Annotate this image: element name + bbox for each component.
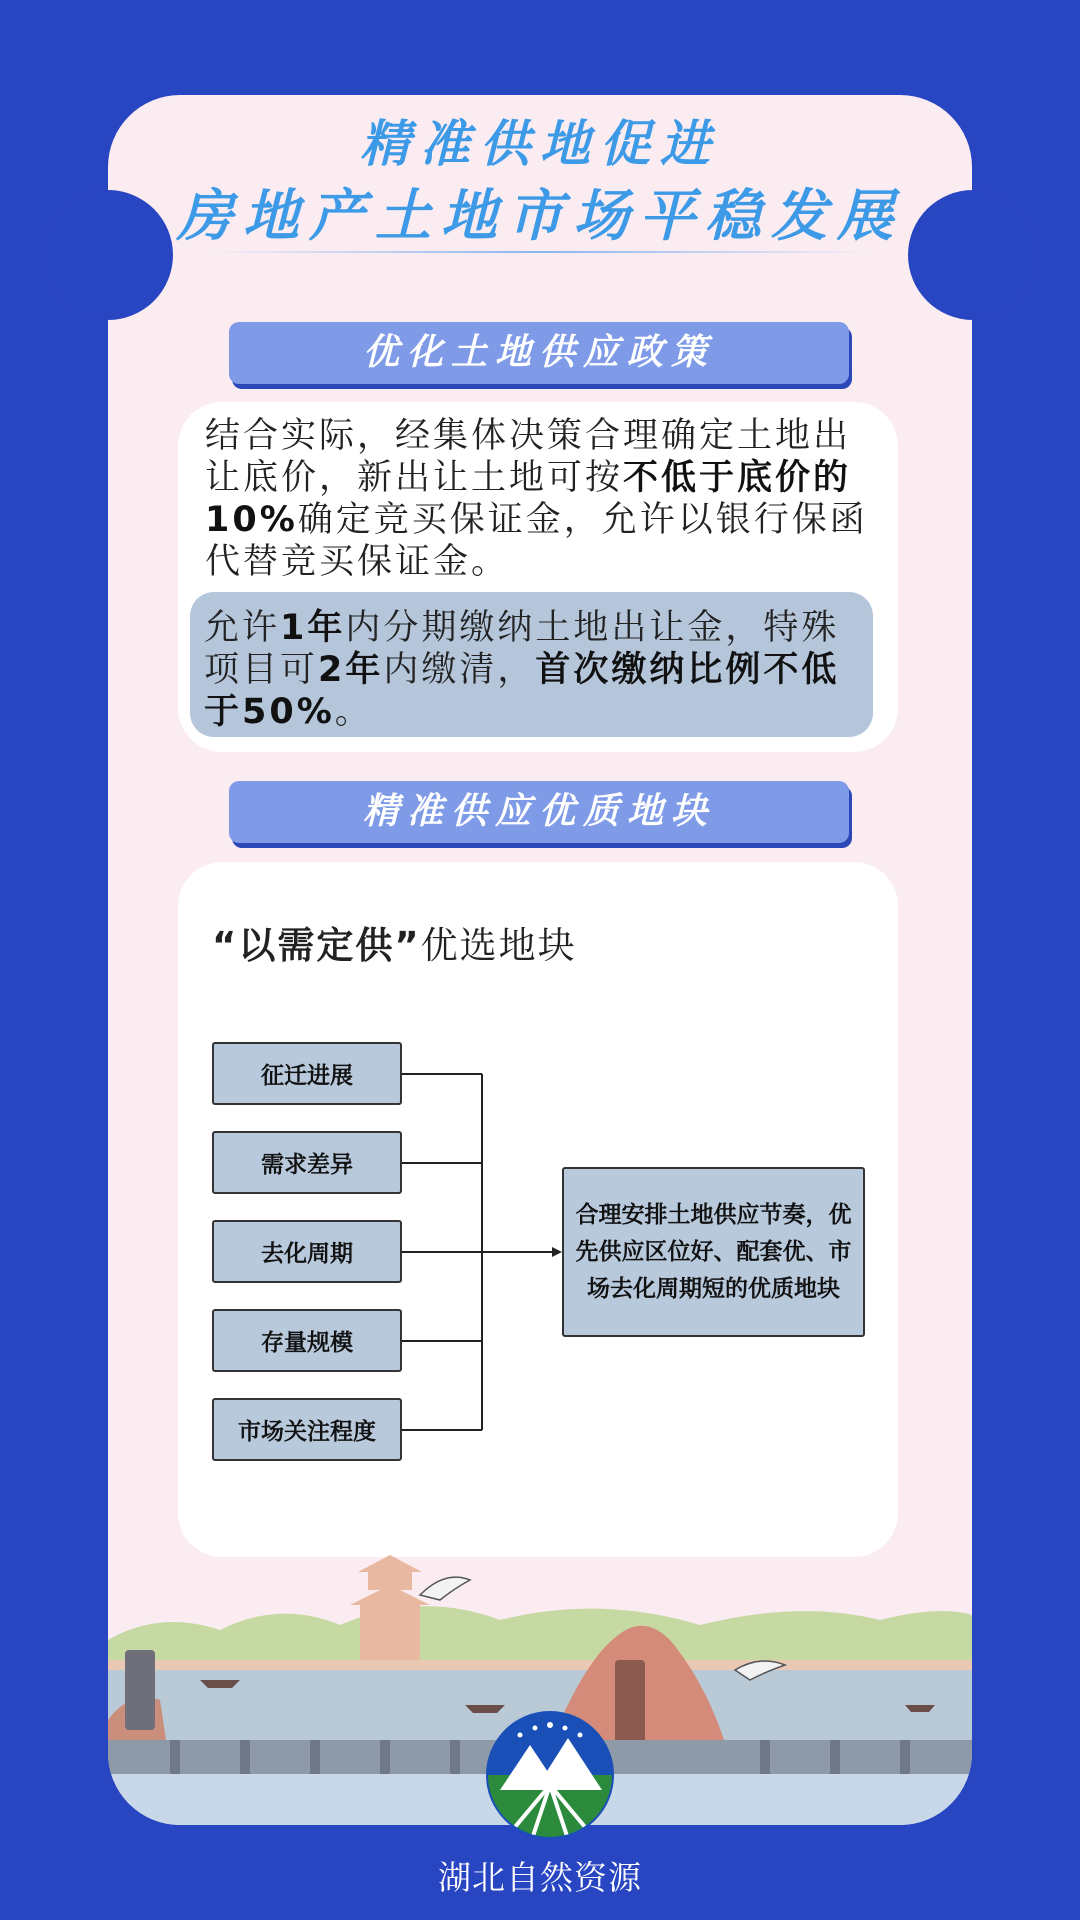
page-title-line2: 房地产土地市场平稳发展 [177, 184, 903, 249]
factor-box: 存量规模 [212, 1309, 402, 1372]
factor-box: 征迁进展 [212, 1042, 402, 1105]
supply-subheading: “以需定供”优选地块 [212, 924, 577, 967]
org-name: 湖北自然资源 [438, 1858, 642, 1897]
result-box: 合理安排土地供应节奏，优先供应区位好、配套优、市场去化周期短的优质地块 [562, 1167, 865, 1337]
section-heading-policy: 优化土地供应政策 [229, 322, 849, 384]
factor-box: 需求差异 [212, 1131, 402, 1194]
policy-paragraph: 结合实际，经集体决策合理确定土地出让底价，新出让土地可按不低于底价的10%确定竞买保证金，允许以银行保函代替竞买保证金。 [205, 416, 868, 582]
section-heading-supply: 精准供应优质地块 [229, 781, 849, 843]
page-title-line1: 精准供地促进 [360, 115, 720, 173]
factor-box: 市场关注程度 [212, 1398, 402, 1461]
payment-highlight-box: 允许1年内分期缴纳土地出让金，特殊项目可2年内缴清，首次缴纳比例不低于50%。 [190, 592, 873, 737]
factor-box: 去化周期 [212, 1220, 402, 1283]
policy-emphasis: 不低于底价的10% [205, 458, 852, 540]
